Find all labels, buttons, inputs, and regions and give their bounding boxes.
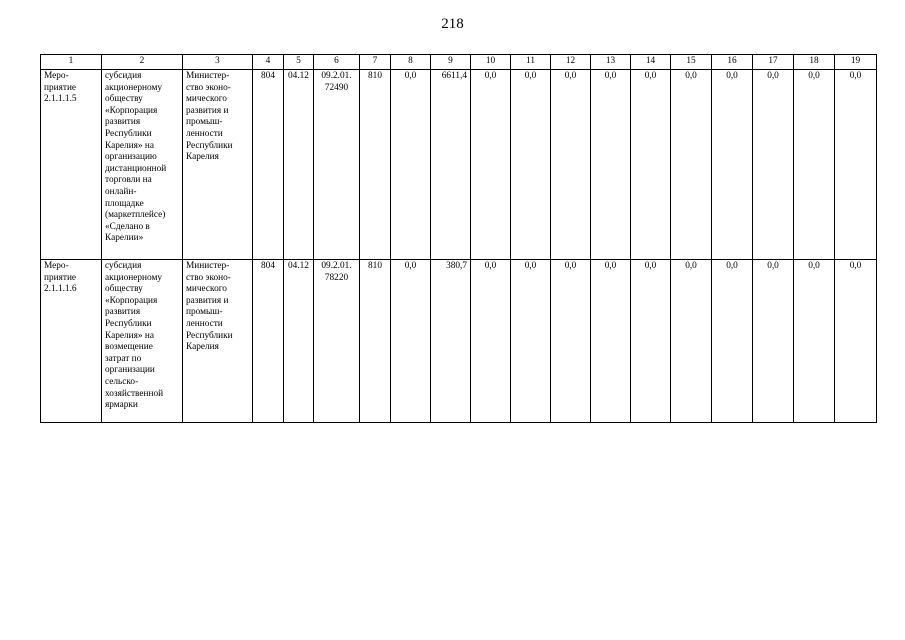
value-cell: 0,0 xyxy=(671,260,712,423)
value-cell: 0,0 xyxy=(753,260,794,423)
activity-cell: Меро- приятие 2.1.1.1.6 xyxy=(41,260,102,423)
value-cell: 0,0 xyxy=(551,70,591,260)
value-cell: 0,0 xyxy=(712,260,753,423)
description-cell: субсидия акционерному обществу «Корпорация развития Республики Карелия» на возмещение затрат по организации сельско- хозяйственной ярмарки xyxy=(102,260,183,423)
value-cell: 0,0 xyxy=(835,260,877,423)
value-cell: 380,7 xyxy=(431,260,471,423)
column-header: 12 xyxy=(551,55,591,70)
value-cell: 0,0 xyxy=(835,70,877,260)
table-header-row xyxy=(41,55,877,70)
description-cell: субсидия акционерному обществу «Корпорация развития Республики Карелия» на организацию дистанционной торговли на онлайн- площадке (маркетплейсе) «Сделано в Карелии» xyxy=(102,70,183,260)
column-header: 8 xyxy=(391,55,431,70)
column-header: 13 xyxy=(591,55,631,70)
ministry-code-cell: 804 xyxy=(253,70,284,260)
value-cell: 0,0 xyxy=(671,70,712,260)
value-cell: 0,0 xyxy=(471,260,511,423)
column-header: 5 xyxy=(284,55,314,70)
column-header: 19 xyxy=(835,55,877,70)
page-number: 218 xyxy=(441,16,464,32)
column-header: 18 xyxy=(794,55,835,70)
value-cell: 6611,4 xyxy=(431,70,471,260)
column-header: 14 xyxy=(631,55,671,70)
column-header: 10 xyxy=(471,55,511,70)
section-code-cell: 04.12 xyxy=(284,260,314,423)
target-article-cell: 09.2.01. 78220 xyxy=(314,260,360,423)
value-cell: 0,0 xyxy=(551,260,591,423)
target-article-cell: 09.2.01. 72490 xyxy=(314,70,360,260)
value-cell: 0,0 xyxy=(591,70,631,260)
column-header: 4 xyxy=(253,55,284,70)
value-cell: 0,0 xyxy=(794,260,835,423)
column-header: 15 xyxy=(671,55,712,70)
value-cell: 0,0 xyxy=(391,260,431,423)
ministry-code-cell: 804 xyxy=(253,260,284,423)
value-cell: 0,0 xyxy=(591,260,631,423)
expense-type-cell: 810 xyxy=(360,260,391,423)
value-cell: 0,0 xyxy=(391,70,431,260)
column-header: 9 xyxy=(431,55,471,70)
value-cell: 0,0 xyxy=(471,70,511,260)
value-cell: 0,0 xyxy=(753,70,794,260)
value-cell: 0,0 xyxy=(631,70,671,260)
column-header: 6 xyxy=(314,55,360,70)
budget-table xyxy=(40,54,877,423)
expense-type-cell: 810 xyxy=(360,70,391,260)
column-header: 7 xyxy=(360,55,391,70)
column-header: 1 xyxy=(41,55,102,70)
executor-cell: Министер- ство эконо- мического развития и промыш- ленности Республики Карелия xyxy=(183,70,253,260)
column-header: 11 xyxy=(511,55,551,70)
section-code-cell: 04.12 xyxy=(284,70,314,260)
value-cell: 0,0 xyxy=(511,260,551,423)
table-row xyxy=(41,260,877,423)
table-row xyxy=(41,70,877,260)
column-header: 3 xyxy=(183,55,253,70)
column-header: 16 xyxy=(712,55,753,70)
executor-cell: Министер- ство эконо- мического развития и промыш- ленности Республики Карелия xyxy=(183,260,253,423)
value-cell: 0,0 xyxy=(712,70,753,260)
column-header: 17 xyxy=(753,55,794,70)
value-cell: 0,0 xyxy=(794,70,835,260)
value-cell: 0,0 xyxy=(511,70,551,260)
activity-cell: Меро- приятие 2.1.1.1.5 xyxy=(41,70,102,260)
column-header: 2 xyxy=(102,55,183,70)
value-cell: 0,0 xyxy=(631,260,671,423)
